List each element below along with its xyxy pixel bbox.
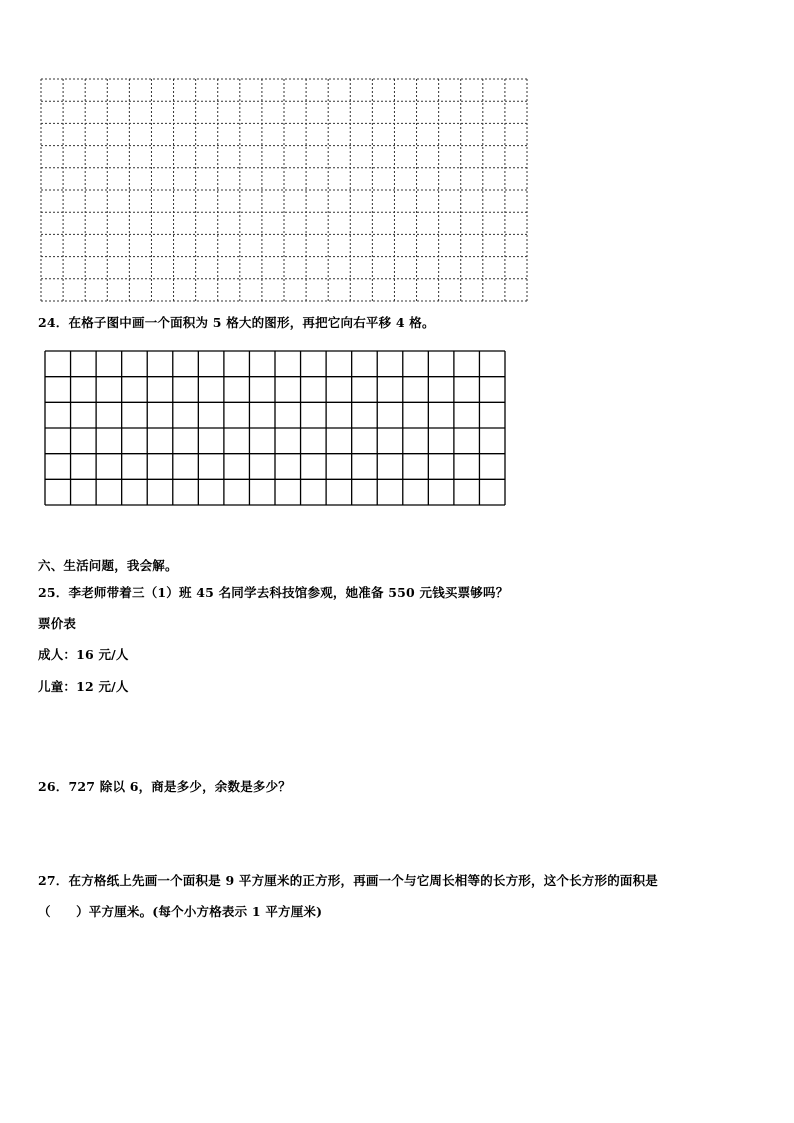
question-26-text: 26．727 除以 6，商是多少，余数是多少？ <box>38 779 291 794</box>
question-24-text: 24．在格子图中画一个面积为 5 格大的图形，再把它向右平移 4 格。 <box>38 315 435 330</box>
question-25-text: 25．李老师带着三（1）班 45 名同学去科技馆参观，她准备 550 元钱买票够吗？ <box>38 585 509 600</box>
price-adult: 成人：16 元/人 <box>38 647 129 662</box>
question-24-grid[interactable] <box>44 350 506 506</box>
dashed-grid <box>40 78 528 302</box>
question-27-line2: （ ）平方厘米。(每个小方格表示 1 平方厘米) <box>38 904 323 919</box>
price-table-title: 票价表 <box>38 616 77 631</box>
section-6-title: 六、生活问题，我会解。 <box>38 558 178 573</box>
question-27-line1: 27．在方格纸上先画一个面积是 9 平方厘米的正方形，再画一个与它周长相等的长方形，这个长方形的面积是 <box>38 873 658 888</box>
price-child: 儿童：12 元/人 <box>38 679 129 694</box>
